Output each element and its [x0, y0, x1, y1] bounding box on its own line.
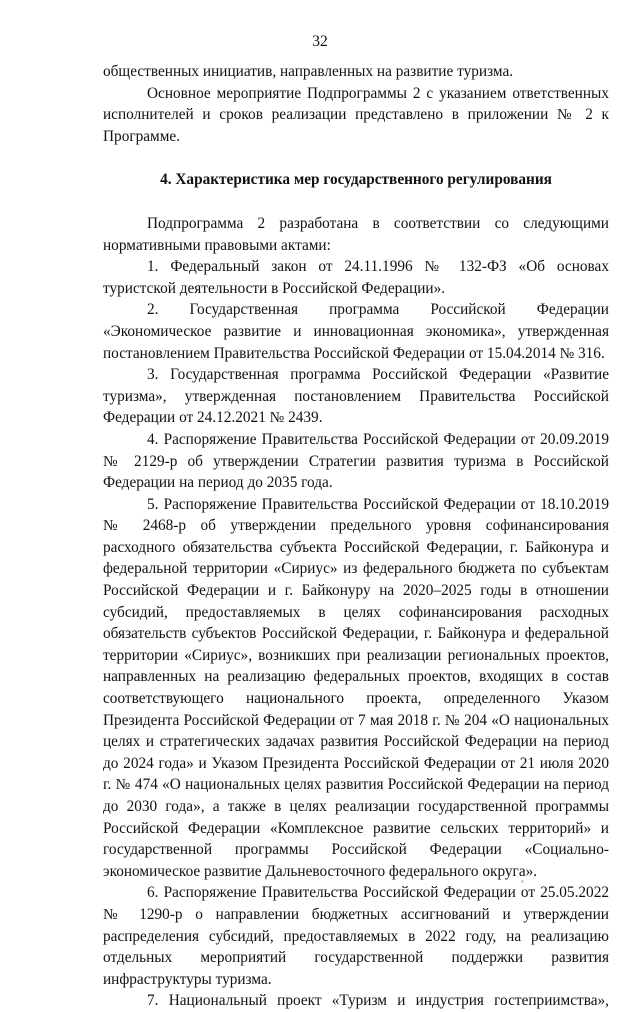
continuation-paragraph: общественных инициатив, направленных на развитие туризма. — [103, 63, 514, 80]
legal-act-item-4: 4. Распоряжение Правительства Российской Федерации от 20.09.2019 № 2129-р об утверждении Стратегии развития туризма в Российской Федерации на период до 2035 года. — [103, 430, 609, 492]
main-activity-paragraph: Основное мероприятие Подпрограммы 2 с указанием ответственных исполнителей и сроков реализации представлено в приложении № 2 к Программе. — [103, 84, 609, 145]
page-content — [103, 61, 609, 1012]
legal-act-item-2: 2. Государственная программа Российской Федерации «Экономическое развитие и инновационная экономика», утвержденная постановлением Правительства Российской Федерации от 15.04.2014 № 316. — [103, 301, 609, 362]
legal-act-item-7: 7. Национальный проект «Туризм и индустрия гостеприимства», — [147, 992, 609, 1010]
section-heading: 4. Характеристика мер государственного регулирования — [160, 171, 552, 189]
legal-act-item-3: 3. Государственная программа Российской Федерации «Развитие туризма», утвержденная постановлением Правительства Российской Федерации от 24.12.2021 № 2439. — [103, 366, 609, 427]
scan-artifact-dot — [521, 880, 524, 883]
page-number: 32 — [312, 33, 328, 50]
legal-act-item-5: 5. Распоряжение Правительства Российской Федерации от 18.10.2019 № 2468-р об утверждении предельного уровня софинансирования расходного обязательства субъекта Российской Федерации, г. Байконура и федеральной территории «Сириус» из федерального бюджета по субъектам Российской Федерации и г. Байконуру на 2020–2025 годы в отношении субсидий, предоставляемых в целях софинансирования расходных обязательств субъектов Российской Федерации, г. Байконура и федеральной территории «Сириус», возникших при реализации региональных проектов, направленных на реализацию федеральных проектов, входящих в состав соответствующего национального проекта, определенного Указом Президента Российской Федерации от 7 мая 2018 г. № 204 «О национальных целях и стратегических задачах развития Российской Федерации на период до 2024 года» и Указом Президента Российской Федерации от 21 июля 2020 г. № 474 «О национальных целях развития Российской Федерации на период до 2030 года», а также в целях реализации государственной программы Российской Федерации «Комплексное развитие сельских территорий» и государственной программы Российской Федерации «Социально-экономическое развитие Дальневосточного федерального округа». — [103, 495, 609, 880]
legal-act-item-6: 6. Распоряжение Правительства Российской Федерации от 25.05.2022 № 1290-р о направлении бюджетных ассигнований и утверждении распределения субсидий, предоставляемых в 2022 году, на реализацию отдельных мероприятий государственной поддержки развития инфраструктуры туризма. — [103, 884, 609, 988]
intro-paragraph: Подпрограмма 2 разработана в соответствии со следующими нормативными правовыми актами: — [103, 214, 609, 254]
legal-act-item-1: 1. Федеральный закон от 24.11.1996 № 132-ФЗ «Об основах туристской деятельности в Российской Федерации». — [103, 258, 609, 297]
